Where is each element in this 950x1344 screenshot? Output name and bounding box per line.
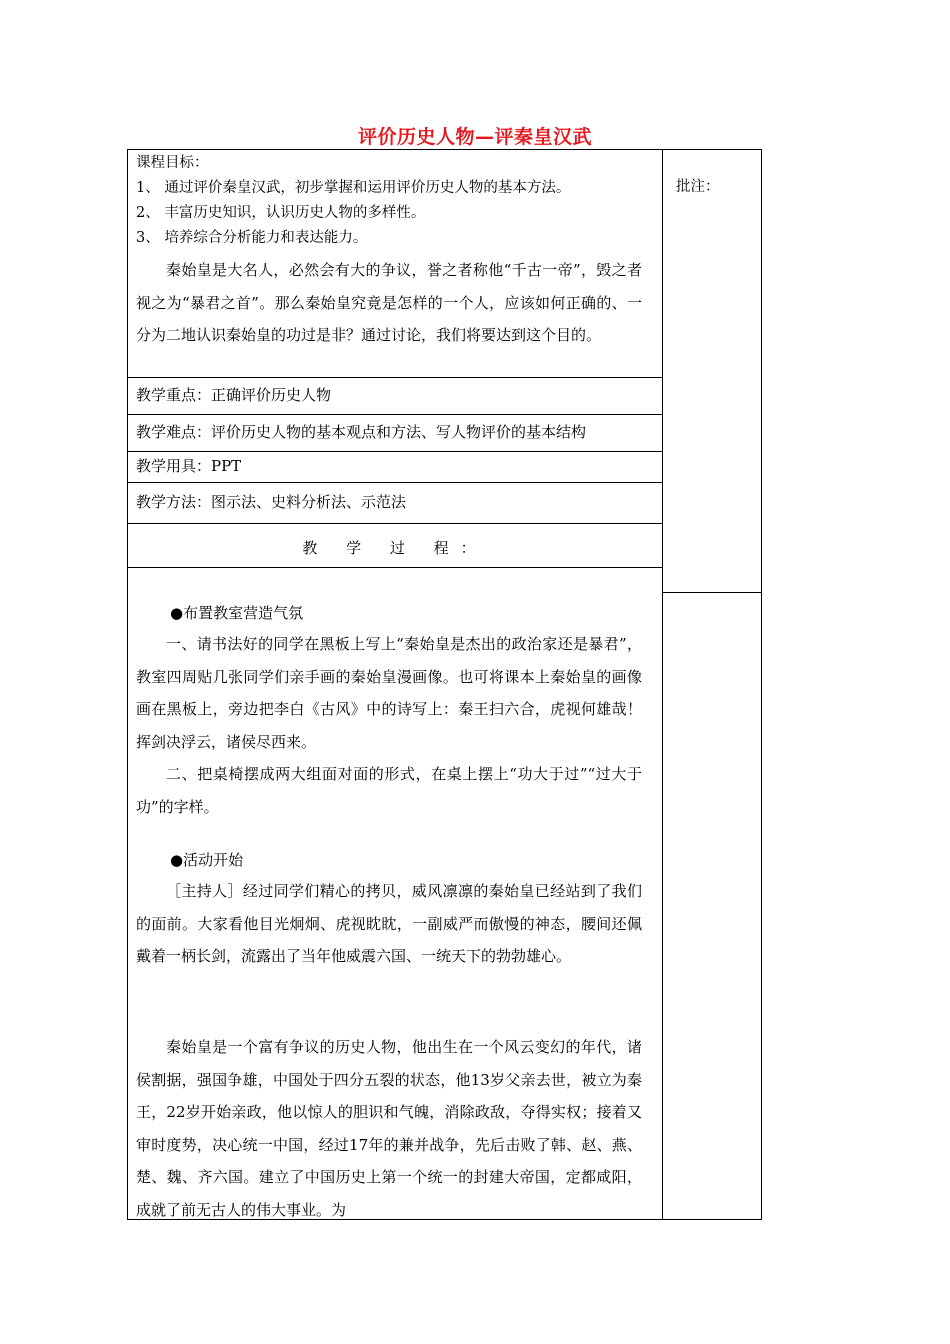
row-divider-key-point bbox=[127, 414, 662, 415]
methods-text: 教学方法：图示法、史料分析法、示范法 bbox=[136, 493, 407, 511]
section-title-classroom-setup: ●布置教室营造气氛 bbox=[170, 604, 304, 622]
row-divider-methods bbox=[127, 523, 662, 524]
tools-text: 教学用具：PPT bbox=[136, 457, 242, 475]
objective-item: 3、 培养综合分析能力和表达能力。 bbox=[136, 230, 368, 246]
process-paragraph: 一、请书法好的同学在黑板上写上“秦始皇是杰出的政治家还是暴君”，教室四周贴几张同学们亲手画的秦始皇漫画像。也可将课本上秦始皇的画像画在黑板上，旁边把李白《古风》中的诗写上：秦王扫六合，虎视何雄哉！挥剑决浮云，诸侯尽西来。 bbox=[136, 635, 642, 751]
table-border-right bbox=[761, 149, 762, 1220]
row-divider-process-heading bbox=[127, 567, 662, 568]
process-paragraph: ［主持人］经过同学们精心的拷贝，威风凛凛的秦始皇已经站到了我们的面前。大家看他目光炯炯、虎视眈眈，一副威严而傲慢的神态，腰间还佩戴着一柄长剑，流露出了当年他威震六国、一统天下的勃勃雄心。 bbox=[136, 882, 642, 965]
section-title-activity-start: ●活动开始 bbox=[170, 851, 244, 869]
key-point-text: 教学重点：正确评价历史人物 bbox=[136, 386, 332, 404]
objectives-heading: 课程目标： bbox=[136, 155, 209, 171]
process-paragraph: 秦始皇是一个富有争议的历史人物，他出生在一个风云变幻的年代，诸侯割据，强国争雄，中国处于四分五裂的状态，他13岁父亲去世，被立为秦王，22岁开始亲政，他以惊人的胆识和气魄，消除政敌，夺得实权；接着又审时度势，决心统一中国，经过17年的兼并战争，先后击败了韩、赵、燕、楚、魏、齐六国。建立了中国历史上第一个统一的封建大帝国，定都咸阳，成就了前无古人的伟大事业。为 bbox=[136, 1038, 642, 1219]
objective-item: 1、 通过评价秦皇汉武，初步掌握和运用评价历史人物的基本方法。 bbox=[136, 180, 571, 196]
row-divider-objectives bbox=[127, 377, 662, 378]
process-heading: 教 学 过 程： bbox=[302, 539, 488, 557]
document-title: 评价历史人物—评秦皇汉武 bbox=[357, 126, 592, 148]
notes-label: 批注： bbox=[676, 179, 720, 195]
objective-item: 2、 丰富历史知识，认识历史人物的多样性。 bbox=[136, 205, 426, 221]
difficulty-text: 教学难点：评价历史人物的基本观点和方法、写人物评价的基本结构 bbox=[136, 423, 587, 441]
objectives-intro-paragraph: 秦始皇是大名人，必然会有大的争议，誉之者称他“千古一帝”，毁之者视之为“暴君之首”。那么秦始皇究竟是怎样的一个人，应该如何正确的、一分为二地认识秦始皇的功过是非？通过讨论，我们将要达到这个目的。 bbox=[136, 261, 642, 344]
process-paragraph: 二、把桌椅摆成两大组面对面的形式，在桌上摆上“功大于过”“过大于功”的字样。 bbox=[136, 765, 642, 816]
table-border-left bbox=[127, 149, 128, 1220]
row-divider-difficulty bbox=[127, 451, 662, 452]
table-column-divider bbox=[662, 149, 663, 1220]
row-divider-tools bbox=[127, 482, 662, 483]
table-border-top bbox=[127, 149, 762, 150]
notes-column-divider bbox=[662, 592, 762, 593]
